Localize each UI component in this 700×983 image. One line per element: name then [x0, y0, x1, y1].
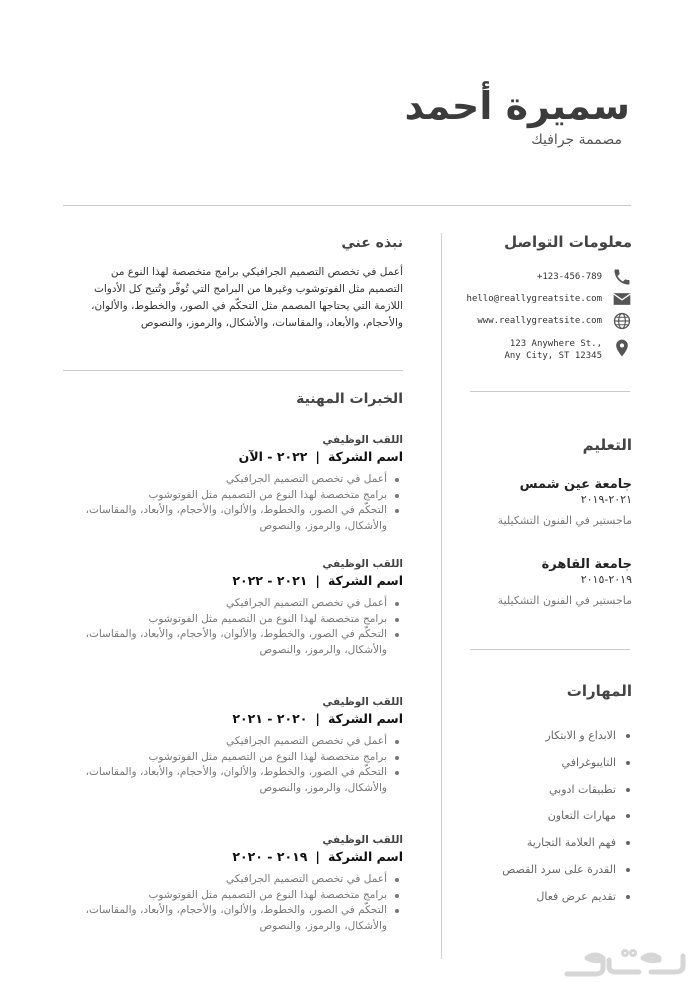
job-company-line — [83, 448, 403, 466]
job-separator: | — [315, 711, 320, 726]
skill-label: مهارات التعاون — [547, 809, 616, 822]
job-period: ٢٠٢١ - ٢٠٢٢ — [232, 573, 308, 588]
job-separator: | — [315, 573, 320, 588]
contact-address — [432, 338, 632, 364]
job-bullet: التحكّم في الصور، والخطوط، والألوان، والأحجام، والأبعاد، والمقاسات، والأشكال، والرموز، والنصوص — [83, 903, 403, 934]
job-bullet: التحكّم في الصور، والخطوط، والألوان، والأحجام، والأبعاد، والمقاسات، والأشكال، والرموز، والنصوص — [83, 503, 403, 534]
skill-bullet — [626, 868, 630, 872]
skills-title: المهارات — [566, 682, 632, 700]
job-bullet: برامج متخصصة لهذا النوع من التصميم مثل الفوتوشوب — [83, 888, 403, 904]
job-bullets — [83, 596, 403, 658]
job-bullet: التحكّم في الصور، والخطوط، والألوان، والأحجام، والأبعاد، والمقاسات، والأشكال، والرموز، والنصوص — [83, 765, 403, 796]
job-period: ٢٠٢٠ - ٢٠٢١ — [232, 711, 308, 726]
resume-role: مصممة جرافيك — [531, 132, 622, 148]
job-entry — [83, 833, 403, 934]
skill-item — [527, 835, 630, 851]
watermark-logo — [555, 946, 695, 978]
header-divider — [63, 205, 631, 206]
contact-address-line1: 123 Anywhere St., — [509, 339, 602, 349]
job-entry — [83, 433, 403, 534]
contact-email-text: hello@reallygreatsite.com — [466, 294, 602, 304]
job-title: اللقب الوظيفي — [322, 696, 403, 708]
job-bullet: أعمل في تخصص التصميم الجرافيكي — [83, 734, 403, 750]
education-degree-2: ماجستير في الفنون التشكيلية — [497, 594, 632, 607]
experience-title: الخبرات المهنية — [296, 391, 403, 407]
education-title: التعليم — [582, 436, 632, 454]
job-bullet: برامج متخصصة لهذا النوع من التصميم مثل الفوتوشوب — [83, 612, 403, 628]
education-years-1: ٢٠٢١-٢٠١٩ — [580, 493, 632, 506]
contact-divider — [470, 391, 630, 392]
job-bullet: التحكّم في الصور، والخطوط، والألوان، والأحجام، والأبعاد، والمقاسات، والأشكال، والرموز، والنصوص — [83, 627, 403, 658]
phone-icon — [612, 267, 632, 287]
job-separator: | — [315, 849, 320, 864]
education-university-2: جامعة القاهرة — [541, 557, 632, 572]
globe-icon — [612, 311, 632, 331]
contact-website-text: www.reallygreatsite.com — [477, 316, 602, 326]
job-bullets — [83, 472, 403, 534]
job-bullet: برامج متخصصة لهذا النوع من التصميم مثل الفوتوشوب — [83, 488, 403, 504]
resume-name: سميرة أحمد — [404, 84, 630, 128]
contact-website — [432, 311, 632, 331]
job-company: اسم الشركة — [327, 573, 403, 588]
job-bullet: أعمل في تخصص التصميم الجرافيكي — [83, 596, 403, 612]
skill-bullet — [626, 895, 630, 899]
skill-label: فهم العلامة التجارية — [526, 836, 616, 849]
job-company: اسم الشركة — [327, 711, 403, 726]
job-period: ٢٠١٩ - ٢٠٢٠ — [232, 849, 308, 864]
job-title: اللقب الوظيفي — [322, 558, 403, 570]
job-entry — [83, 557, 403, 658]
skill-label: الابداع و الابتكار — [545, 729, 616, 742]
skill-bullet — [626, 814, 630, 818]
about-divider — [63, 370, 403, 371]
location-pin-icon — [612, 338, 632, 358]
job-bullets — [83, 734, 403, 796]
skill-label: تقديم عرض فعال — [536, 890, 616, 903]
job-title: اللقب الوظيفي — [322, 434, 403, 446]
job-separator: | — [315, 449, 320, 464]
contact-email — [432, 289, 632, 309]
contact-address-line2: Any City, ST 12345 — [504, 351, 602, 361]
education-degree-1: ماجستير في الفنون التشكيلية — [497, 514, 632, 527]
contact-phone — [432, 267, 632, 287]
envelope-icon — [612, 289, 632, 309]
job-company-line — [83, 572, 403, 590]
job-company-line — [83, 710, 403, 728]
skill-bullet — [626, 761, 630, 765]
job-bullet: أعمل في تخصص التصميم الجرافيكي — [83, 872, 403, 888]
skill-item — [562, 755, 630, 771]
skill-bullet — [626, 841, 630, 845]
skill-item — [545, 728, 630, 744]
skill-bullet — [626, 734, 630, 738]
skill-item — [502, 862, 630, 878]
about-title: نبذه عني — [341, 235, 403, 251]
education-divider — [470, 649, 630, 650]
job-company: اسم الشركة — [327, 449, 403, 464]
about-text: أعمل في تخصص التصميم الجرافيكي برامج متخصصة لهذا النوع من التصميم مثل الفوتوشوب وغيرها من البرامج التي تُوفّر وتُتيح كل الأدوات اللازمة التي يحتاجها المصمم مثل التحكّم في الصور، والخطوط، والألوان، والأحجام، والأبعاد، والمقاسات، والأشكال، والرموز، والنصوص — [91, 266, 403, 329]
job-period: ٢٠٢٢ - الآن — [238, 449, 308, 464]
job-entry — [83, 695, 403, 796]
job-bullets — [83, 872, 403, 934]
contact-title: معلومات التواصل — [504, 233, 632, 251]
skill-label: القدرة على سرد القصص — [502, 863, 616, 876]
education-university-1: جامعة عين شمس — [519, 477, 632, 492]
education-years-2: ٢٠١٩-٢٠١٥ — [580, 573, 632, 586]
skill-label: التايبوغرافي — [561, 756, 616, 769]
skill-label: تطبيقات ادوبي — [549, 783, 616, 796]
job-company: اسم الشركة — [327, 849, 403, 864]
contact-phone-text: +123-456-789 — [536, 272, 602, 282]
job-company-line — [83, 848, 403, 866]
job-title: اللقب الوظيفي — [322, 834, 403, 846]
skill-bullet — [626, 788, 630, 792]
job-bullet: برامج متخصصة لهذا النوع من التصميم مثل الفوتوشوب — [83, 750, 403, 766]
skill-item — [549, 782, 630, 798]
job-bullet: أعمل في تخصص التصميم الجرافيكي — [83, 472, 403, 488]
skill-item — [536, 889, 630, 905]
skill-item — [548, 808, 630, 824]
